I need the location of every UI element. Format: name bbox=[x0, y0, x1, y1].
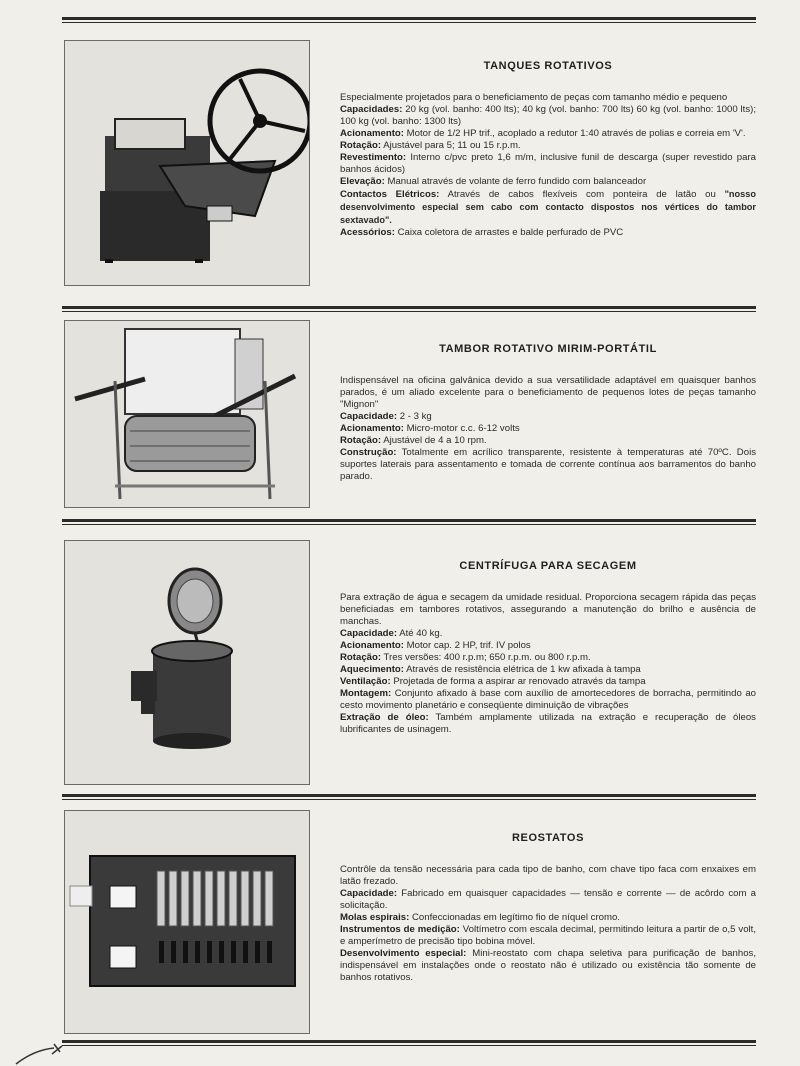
spec-label: Acionamento: bbox=[340, 640, 404, 651]
divider-2 bbox=[62, 519, 756, 522]
centrifuge-image bbox=[65, 541, 309, 784]
spec-label: Construção: bbox=[340, 447, 397, 458]
corner-mark-icon bbox=[14, 1040, 74, 1066]
spec-label: Revestimento: bbox=[340, 152, 407, 163]
spec-label: Capacidades: bbox=[340, 104, 403, 115]
spec-label: Capacidade: bbox=[340, 411, 398, 422]
spec-label: Acionamento: bbox=[340, 128, 404, 139]
spec-label: Rotação: bbox=[340, 140, 382, 151]
spec-text: Conjunto afixado à base com auxílio de amortecedores de borracha, permitindo ao cesto movimento planetário e conseqüente diminuição de vibrações bbox=[340, 688, 756, 711]
divider-3 bbox=[62, 794, 756, 797]
divider-1 bbox=[62, 306, 756, 309]
spec-text: 2 - 3 kg bbox=[399, 411, 432, 422]
spec-text: Interno c/pvc preto 1,6 m/m, inclusive funil de descarga (super revestido para banhos ácidos) bbox=[340, 152, 756, 175]
photo-tanques-rotativos bbox=[64, 40, 310, 286]
spec-label: Montagem: bbox=[340, 688, 392, 699]
spec-text: Tres versões: 400 r.p.m; 650 r.p.m. ou 800 r.p.m. bbox=[383, 652, 591, 663]
spec-label: Aquecimento: bbox=[340, 664, 404, 675]
spec-text: Voltímetro com escala decimal, permitindo leitura a partir de o,5 volt, e amperímetro de precisão tipo bobina móvel. bbox=[340, 924, 756, 947]
spec-text: Totalmente em acrílico transparente, resistente à temperaturas até 70ºC. Dois suportes laterais para assentamento e tomada de corrente contínua aos barramentos do banho parado. bbox=[340, 447, 756, 482]
spec-label: Contactos Elétricos: bbox=[340, 189, 440, 200]
spec-label: Ventilação: bbox=[340, 676, 391, 687]
rotating-tank-image bbox=[65, 41, 309, 285]
spec-label: Acionamento: bbox=[340, 423, 404, 434]
section-title: TAMBOR ROTATIVO MIRIM-PORTÁTIL bbox=[439, 343, 657, 355]
spec-label: Capacidade: bbox=[340, 888, 398, 899]
section-intro: Contrôle da tensão necessária para cada tipo de banho, com chave tipo faca com enxaixes em latão frezado. bbox=[340, 864, 756, 887]
photo-reostatos bbox=[64, 810, 310, 1034]
spec-label: Molas espirais: bbox=[340, 912, 410, 923]
photo-centrifuga bbox=[64, 540, 310, 785]
spec-text: 20 kg (vol. banho: 400 lts); 40 kg (vol. banho: 700 lts) 60 kg (vol. banho: 1000 lts); 100 kg (vol. banho: 1300 lts) bbox=[340, 104, 756, 127]
spec-text: Mini-reostato com chapa seletiva para purificação de banhos, indispensável em instalações onde o reostato não é utilizado ou existência tão somente de banhos rotativos. bbox=[340, 948, 756, 983]
spec-text: Motor de 1/2 HP trif., acoplado a redutor 1:40 através de polias e correia em 'V'. bbox=[406, 128, 746, 139]
spec-text: Motor cap. 2 HP, trif. IV polos bbox=[406, 640, 531, 651]
portable-drum-image bbox=[65, 321, 309, 507]
rheostat-image bbox=[65, 811, 309, 1033]
section-centrifuga bbox=[340, 560, 756, 736]
spec-text: Através de resistência elétrica de 1 kw afixada à tampa bbox=[406, 664, 641, 675]
section-intro: Especialmente projetados para o beneficiamento de peças com tamanho médio e pequeno bbox=[340, 92, 728, 103]
spec-text: Manual através de volante de ferro fundido com balanceador bbox=[387, 176, 647, 187]
section-title: CENTRÍFUGA PARA SECAGEM bbox=[459, 560, 637, 572]
spec-label: Elevação: bbox=[340, 176, 385, 187]
section-reostatos bbox=[340, 832, 756, 984]
spec-label: Rotação: bbox=[340, 435, 382, 446]
spec-label: Instrumentos de medição: bbox=[340, 924, 460, 935]
spec-text: Também amplamente utilizada na extração e recuperação de óleos lubrificantes de usinagem. bbox=[340, 712, 756, 735]
spec-text: Ajustável de 4 a 10 rpm. bbox=[383, 435, 487, 446]
section-title: REOSTATOS bbox=[511, 832, 585, 844]
spec-text: Fabricado em quaisquer capacidades — tensão e corrente — de acôrdo com a solicitação. bbox=[340, 888, 757, 911]
spec-label: Rotação: bbox=[340, 652, 382, 663]
section-tanques-rotativos bbox=[340, 60, 756, 239]
photo-tambor-mirim bbox=[64, 320, 310, 508]
spec-label: Desenvolvimento especial: bbox=[340, 948, 467, 959]
spec-text: Micro-motor c.c. 6-12 volts bbox=[406, 423, 520, 434]
spec-label: Capacidade: bbox=[340, 628, 398, 639]
spec-note: "nosso desenvolvimento especial sem cabo com contacto dispostos nos vértices do tambor sextavado". bbox=[340, 189, 756, 225]
section-tambor-mirim bbox=[340, 343, 756, 483]
section-intro: Para extração de água e secagem da umidade residual. Proporciona secagem rápida das peças beneficiadas em tambores rotativos, assegurando a manutenção do brilho e ausência de manchas. bbox=[340, 592, 756, 627]
spec-text: Confeccionadas em legítimo fio de níquel cromo. bbox=[412, 912, 620, 923]
spec-label: Acessórios: bbox=[340, 227, 395, 238]
divider-bottom bbox=[62, 1040, 756, 1043]
spec-label: Extração de óleo: bbox=[340, 712, 429, 723]
spec-text: Através de cabos flexíveis com ponteira de latão ou bbox=[447, 189, 716, 200]
spec-text: Ajustável para 5; 11 ou 15 r.p.m. bbox=[383, 140, 521, 151]
spec-text: Projetada de forma a aspirar ar renovado através da tampa bbox=[393, 676, 646, 687]
section-title: TANQUES ROTATIVOS bbox=[483, 60, 613, 72]
section-intro: Indispensável na oficina galvânica devido a sua versatilidade adaptável em quaisquer banhos parados, é um aliado excelente para o beneficiamento de pequenos lotes de peças tamanho "Mignon" bbox=[340, 375, 756, 410]
spec-text: Até 40 kg. bbox=[399, 628, 443, 639]
spec-text: Caixa coletora de arrastes e balde perfurado de PVC bbox=[397, 227, 624, 238]
divider-top bbox=[62, 17, 756, 20]
